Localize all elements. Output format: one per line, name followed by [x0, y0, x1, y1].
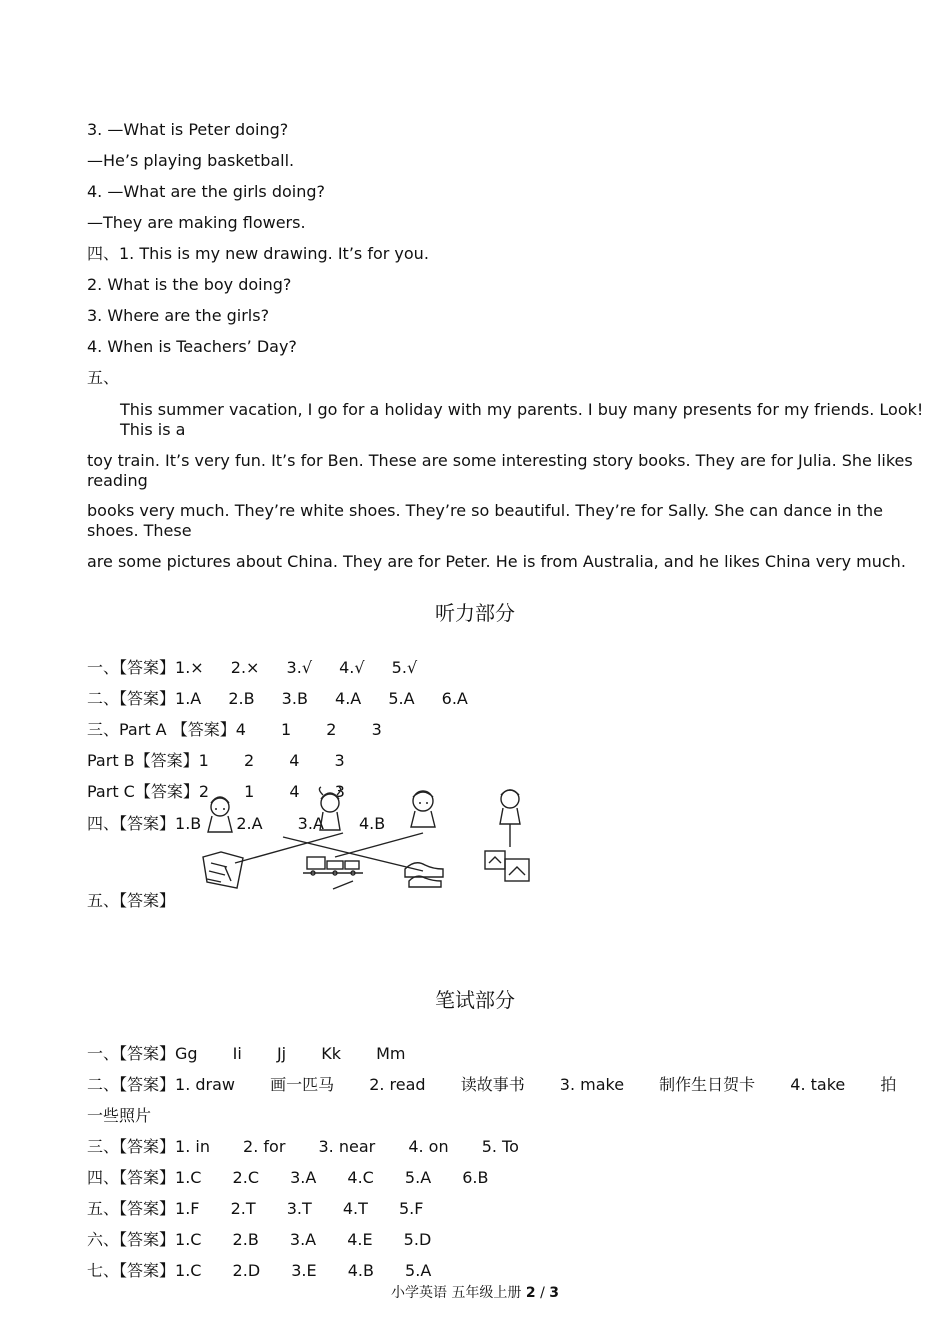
pictures-photo [485, 851, 529, 881]
section4-line4: 4. When is Teachers’ Day? [87, 337, 297, 356]
passage-paragraph-3: books very much. They’re white shoes. They’re so beautiful. They’re for Sally. She can dance in the shoes. These [87, 501, 883, 540]
match-line-3 [335, 833, 423, 857]
footer-page-number: 2 [525, 1285, 536, 1301]
writing-answer-row-6: 六、【答案】1.C 2.B 3.A 4.E 5.D [87, 1230, 432, 1249]
footer-separator: / [540, 1285, 545, 1301]
listening-answer-row-7: 五、【答案】 [87, 891, 176, 910]
girl-figure-2 [319, 787, 340, 830]
listening-answer-row-4: Part B【答案】1 2 4 3 [87, 751, 345, 770]
q4-answer: —They are making flowers. [87, 213, 306, 232]
section4-line2: 2. What is the boy doing? [87, 275, 292, 294]
match-line-2 [283, 837, 423, 871]
listening-answer-row-2: 二、【答案】1.A 2.B 3.B 4.A 5.A 6.A [87, 689, 468, 708]
girl-figure-1 [208, 797, 232, 832]
listening-section-title: 听力部分 [435, 601, 515, 625]
footer-total-pages: 3 [549, 1285, 560, 1301]
listening-answer-row-1: 一、【答案】1.× 2.× 3.√ 4.√ 5.√ [87, 658, 418, 677]
listening-answer-row-5: Part C【答案】2 1 4 3 [87, 782, 345, 801]
writing-answer-row-2: 二、【答案】1. draw 画一匹马 2. read 读故事书 3. make 制作生日贺卡 4. take 拍 [87, 1075, 897, 1094]
passage-paragraph-2: toy train. It’s very fun. It’s for Ben. These are some interesting story books. They are for Julia. She likes reading [87, 451, 913, 490]
writing-answer-row-4: 四、【答案】1.C 2.C 3.A 4.C 5.A 6.B [87, 1168, 489, 1187]
section4-line3: 3. Where are the girls? [87, 306, 270, 325]
q4-question: 4. —What are the girls doing? [87, 182, 326, 201]
section4-line1: 四、1. This is my new drawing. It’s for you. [87, 244, 429, 263]
section5-label: 五、 [87, 368, 120, 387]
listening-answer-row-6: 四、【答案】1.B 2.A 3.A 4.B [87, 814, 386, 833]
writing-answer-row-3: 三、【答案】1. in 2. for 3. near 4. on 5. To [87, 1137, 519, 1156]
q3-answer: —He’s playing basketball. [87, 151, 295, 170]
writing-answer-row-1: 一、【答案】Gg Ii Jj Kk Mm [87, 1044, 406, 1063]
writing-section-title: 笔试部分 [435, 988, 515, 1012]
writing-answer-row-7: 七、【答案】1.C 2.D 3.E 4.B 5.A [87, 1261, 432, 1280]
passage-paragraph-1: This summer vacation, I go for a holiday with my parents. I buy many presents for my friends. Look! This is a [120, 400, 924, 439]
toy-train-picture [303, 857, 363, 889]
q3-question: 3. —What is Peter doing? [87, 120, 289, 139]
footer-subject: 小学英语 五年级上册 [390, 1285, 522, 1301]
writing-answer-row-2-continued: 一些照片 [87, 1106, 152, 1125]
shoes-picture [405, 863, 443, 887]
boy-figure-1 [411, 791, 435, 827]
passage-paragraph-4: are some pictures about China. They are for Peter. He is from Australia, and he likes China very much. [87, 552, 906, 571]
matching-illustration [195, 785, 540, 895]
writing-answer-row-5: 五、【答案】1.F 2.T 3.T 4.T 5.F [87, 1199, 424, 1218]
boy-figure-2 [500, 790, 520, 847]
listening-answer-row-3: 三、Part A 【答案】4 1 2 3 [87, 720, 382, 739]
books-picture [203, 852, 243, 888]
page-footer [0, 1284, 950, 1302]
